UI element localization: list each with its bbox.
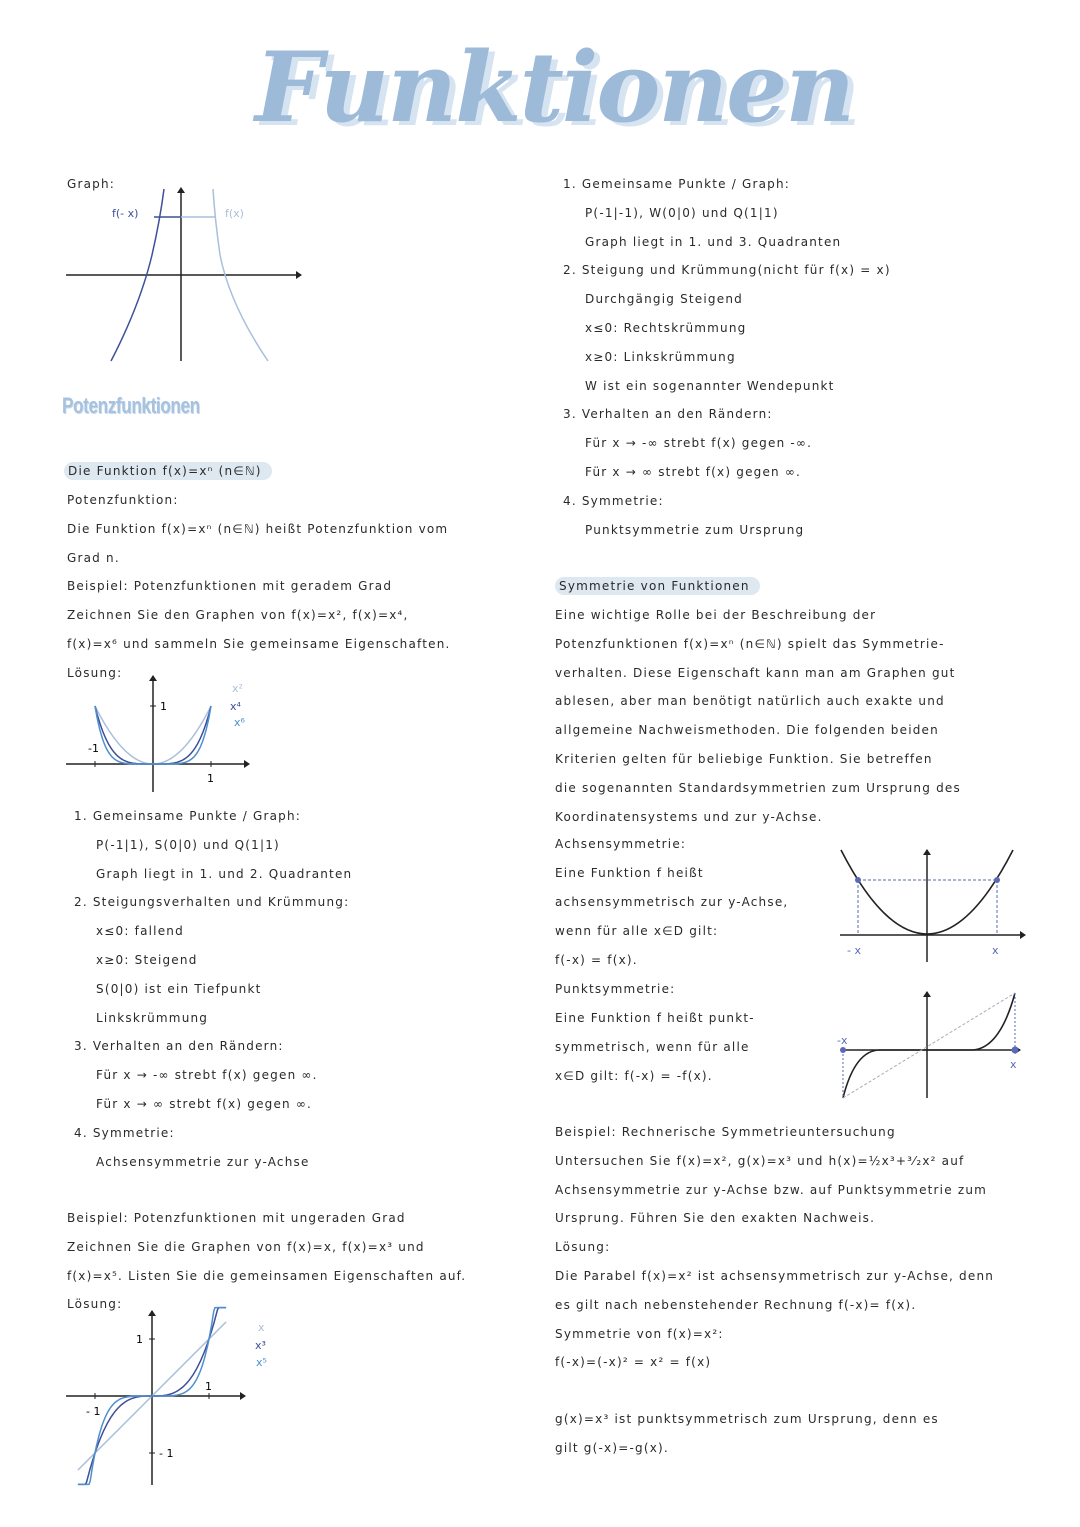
even-props-line: Für x → -∞ strebt f(x) gegen ∞.	[96, 1068, 318, 1083]
sym-intro-line: verhalten. Diese Eigenschaft kann man am Graphen gut	[555, 665, 956, 680]
sym-intro-line: Kriterien gelten für beliebige Funktion. Sie betreffen	[555, 752, 933, 766]
sym-defs-line: Eine Funktion f heißt	[555, 866, 704, 880]
sym-intro-line: Eine wichtige Rolle bei der Beschreibung der	[555, 608, 877, 622]
even-props-line: Achsensymmetrie zur y-Achse	[96, 1154, 310, 1169]
odd-props-line: Für x → -∞ strebt f(x) gegen -∞.	[585, 436, 813, 451]
y-axis-arrow	[177, 187, 185, 193]
point-neg	[855, 877, 861, 883]
x-axis-arrow	[244, 760, 250, 768]
point-pos	[1012, 1047, 1019, 1054]
left-lines-line: Beispiel: Potenzfunktionen mit geradem Grad	[67, 579, 393, 594]
example-end-line: gilt g(-x)=-g(x).	[555, 1440, 669, 1455]
sym-defs-line: Eine Funktion f heißt punkt-	[555, 1011, 755, 1025]
sym-defs-line: achsensymmetrisch zur y-Achse,	[555, 895, 789, 909]
left-lines-line: Lösung:	[67, 665, 123, 680]
odd-props-line: Für x → ∞ strebt f(x) gegen ∞.	[585, 465, 802, 479]
odd-props-line: 3. Verhalten an den Rändern:	[563, 407, 773, 422]
odd-lines-line: Zeichnen Sie die Graphen von f(x)=x, f(x)=x³ und	[67, 1239, 425, 1254]
even-props-line: 2. Steigungsverhalten und Krümmung:	[74, 895, 350, 910]
legend-x6: x⁶	[234, 716, 245, 729]
left-lines-line: Grad n.	[67, 550, 120, 565]
odd-lines-line: f(x)=x⁵. Listen Sie die gemeinsamen Eigenschaften auf.	[67, 1268, 467, 1283]
sym-intro-line: allgemeine Nachweismethoden. Die folgenden beiden	[555, 723, 939, 738]
odd-props-line: Graph liegt in 1. und 3. Quadranten	[585, 234, 842, 249]
dashed-diagonal	[843, 993, 1015, 1098]
sym-intro-line: Koordinatensystems und zur y-Achse.	[555, 809, 823, 824]
odd-props-line: Punktsymmetrie zum Ursprung	[585, 522, 805, 537]
label-f-x: f(x)	[225, 207, 244, 220]
label-neg-x: - x	[847, 944, 861, 957]
y-axis-arrow	[923, 991, 931, 997]
sym-defs-line: symmetrisch, wenn für alle	[555, 1040, 750, 1054]
sym-intro-line: ablesen, aber man benötigt natürlich auch exakte und	[555, 694, 945, 709]
x-axis-arrow	[240, 1392, 246, 1400]
label-y-one: 1	[136, 1333, 143, 1346]
label-x-minus-one: -1	[88, 742, 99, 755]
label-x-minus-one: - 1	[86, 1405, 101, 1418]
example-line: f(-x)=(-x)² = x² = f(x)	[555, 1355, 712, 1370]
odd-props-line: P(-1|-1), W(0|0) und Q(1|1)	[585, 205, 779, 220]
heading-symmetrie: Symmetrie von Funktionen	[555, 579, 760, 593]
example-line: Achsensymmetrie zur y-Achse bzw. auf Punktsymmetrie zum	[555, 1182, 988, 1197]
even-props-line: Für x → ∞ strebt f(x) gegen ∞.	[96, 1097, 313, 1111]
point-neg	[840, 1047, 846, 1053]
even-props-line: 3. Verhalten an den Rändern:	[74, 1039, 284, 1054]
even-props-line: x≥0: Steigend	[96, 953, 198, 967]
legend-x2: x²	[232, 682, 243, 695]
label-x-one: 1	[207, 772, 214, 785]
x-axis-arrow	[296, 271, 302, 279]
sym-defs-line: x∈D gilt: f(-x) = -f(x).	[555, 1069, 713, 1083]
y-axis-arrow	[923, 849, 931, 855]
sym-defs-line: f(-x) = f(x).	[555, 953, 638, 967]
example-line: Beispiel: Rechnerische Symmetrieuntersuchung	[555, 1125, 896, 1139]
odd-props-line: 4. Symmetrie:	[563, 493, 664, 508]
sym-defs-line: Punktsymmetrie:	[555, 982, 676, 996]
axis-symmetry-graph	[835, 848, 1035, 963]
label-x-one: 1	[205, 1380, 212, 1393]
y-axis-arrow	[149, 675, 157, 681]
even-props-line: x≤0: fallend	[96, 924, 184, 939]
reflection-graph	[60, 185, 310, 365]
x-axis-arrow	[1020, 931, 1026, 939]
left-lines-line: Die Funktion f(x)=xⁿ (n∈ℕ) heißt Potenzfunktion vom	[67, 521, 449, 536]
example-line: es gilt nach nebenstehender Rechnung f(-x)= f(x).	[555, 1297, 917, 1312]
left-lines-line: f(x)=x⁶ und sammeln Sie gemeinsame Eigenschaften.	[67, 637, 451, 651]
label-f-minus-x: f(- x)	[112, 207, 139, 220]
example-line: Lösung:	[555, 1240, 611, 1255]
odd-lines-line: Lösung:	[67, 1297, 123, 1312]
example-line: Untersuchen Sie f(x)=x², g(x)=x³ und h(x)=½x³+³⁄₂x² auf	[555, 1153, 965, 1168]
graph-label: Graph:	[67, 177, 116, 191]
odd-props-line: W ist ein sogenannter Wendepunkt	[585, 378, 835, 393]
odd-props-line: 1. Gemeinsame Punkte / Graph:	[563, 177, 791, 191]
odd-props-line: x≤0: Rechtskrümmung	[585, 321, 747, 335]
example-line: Ursprung. Führen Sie den exakten Nachweis.	[555, 1211, 876, 1226]
legend-x5: x⁵	[256, 1356, 267, 1369]
even-props-line: S(0|0) ist ein Tiefpunkt	[96, 981, 262, 996]
page-title: Funktionen	[255, 31, 854, 144]
point-pos	[994, 877, 1000, 883]
section-title-potenzfunktionen: Potenzfunktionen	[62, 393, 200, 418]
left-lines-line: Zeichnen Sie den Graphen von f(x)=x², f(x)=x⁴,	[67, 608, 409, 623]
odd-props-line: x≥0: Linkskrümmung	[585, 349, 736, 364]
legend-x3: x³	[255, 1339, 266, 1352]
y-axis-arrow	[148, 1310, 156, 1316]
sym-intro-line: die sogenannten Standardsymmetrien zum Ursprung des	[555, 780, 961, 795]
label-y-one: 1	[160, 700, 167, 713]
odd-props-line: 2. Steigung und Krümmung(nicht für f(x) = x)	[563, 263, 891, 278]
label-y-minus-one: - 1	[159, 1447, 174, 1460]
label-pos-x: x	[992, 944, 999, 957]
even-props-line: 4. Symmetrie:	[74, 1125, 175, 1140]
example-line: Symmetrie von f(x)=x²:	[555, 1326, 724, 1341]
sym-intro-line: Potenzfunktionen f(x)=xⁿ (n∈ℕ) spielt das Symmetrie-	[555, 636, 945, 651]
point-symmetry-graph	[835, 990, 1035, 1100]
legend-x: x	[258, 1321, 265, 1334]
even-props-line: Linkskrümmung	[96, 1010, 209, 1025]
odd-props-line: Durchgängig Steigend	[585, 292, 743, 307]
even-props-line: 1. Gemeinsame Punkte / Graph:	[74, 809, 302, 823]
even-power-graph	[60, 672, 300, 802]
left-lines-line: Potenzfunktion:	[67, 493, 179, 507]
sym-defs-line: Achsensymmetrie:	[555, 837, 687, 851]
odd-lines-line: Beispiel: Potenzfunktionen mit ungeraden Grad	[67, 1211, 406, 1225]
example-line: Die Parabel f(x)=x² ist achsensymmetrisch zur y-Achse, denn	[555, 1269, 995, 1283]
example-end-line: g(x)=x³ ist punktsymmetrisch zum Ursprung, denn es	[555, 1412, 939, 1426]
even-props-line: Graph liegt in 1. und 2. Quadranten	[96, 866, 353, 881]
even-props-line: P(-1|1), S(0|0) und Q(1|1)	[96, 837, 280, 852]
heading-potenzfunktion: Die Funktion f(x)=xⁿ (n∈ℕ)	[64, 464, 272, 478]
label-neg-x: -x	[837, 1034, 848, 1047]
legend-x4: x⁴	[230, 700, 241, 713]
odd-power-graph	[60, 1305, 300, 1490]
label-pos-x: x	[1010, 1058, 1017, 1071]
sym-defs-line: wenn für alle x∈D gilt:	[555, 924, 719, 938]
